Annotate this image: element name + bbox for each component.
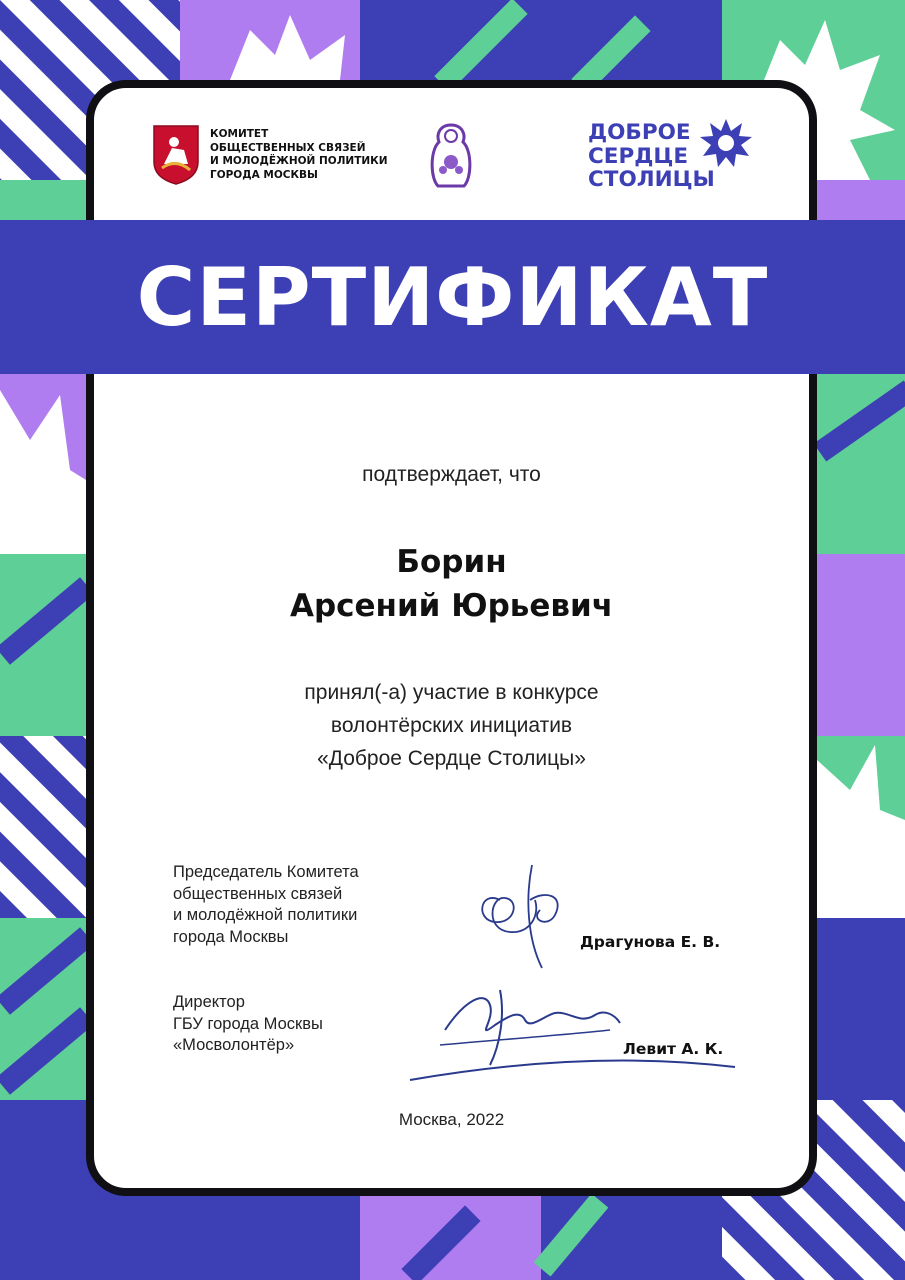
participation-line: принял(-а) участие в конкурсе	[304, 681, 599, 704]
participation-line: «Доброе Сердце Столицы»	[317, 747, 586, 770]
brand-line: СТОЛИЦЫ	[588, 167, 715, 192]
signatory-title-line: Директор	[173, 993, 245, 1011]
recipient-surname: Борин	[396, 544, 507, 580]
recipient-given-names: Арсений Юрьевич	[289, 588, 614, 624]
matryoshka-logo-icon	[428, 122, 474, 190]
committee-line: И МОЛОДЁЖНОЙ ПОЛИТИКИ	[210, 155, 388, 167]
signatory-2-name: Левит А. К.	[623, 1040, 724, 1058]
committee-line: ОБЩЕСТВЕННЫХ СВЯЗЕЙ	[210, 141, 366, 154]
brand-line: ДОБРОЕ	[588, 120, 691, 145]
star-burst-icon	[700, 117, 752, 169]
signatory-title-line: «Мосволонтёр»	[173, 1036, 295, 1054]
signatory-2-title	[173, 992, 323, 1057]
signatory-title-line: и молодёжной политики	[173, 906, 358, 924]
certificate-title: СЕРТИФИКАТ	[136, 250, 769, 344]
signature-1-icon	[470, 860, 580, 970]
participation-line: волонтёрских инициатив	[330, 714, 573, 737]
committee-line: ГОРОДА МОСКВЫ	[210, 168, 318, 181]
signatory-title-line: города Москвы	[173, 927, 289, 946]
signatory-title-line: общественных связей	[173, 884, 343, 903]
participation-text	[86, 676, 817, 775]
signatory-title-line: ГБУ города Москвы	[173, 1014, 323, 1033]
moscow-coat-of-arms-icon	[152, 124, 200, 186]
title-banner	[0, 220, 905, 374]
confirms-text: подтверждает, что	[362, 463, 541, 486]
committee-line: КОМИТЕТ	[210, 128, 269, 140]
recipient-name	[86, 540, 817, 628]
signatory-title-line: Председатель Комитета	[173, 863, 359, 881]
brand-line: СЕРДЦЕ	[588, 143, 689, 169]
brand-logo	[588, 121, 715, 192]
signatory-1-title	[173, 862, 359, 948]
committee-logo	[152, 124, 388, 186]
signatory-1-name: Драгунова Е. В.	[580, 933, 721, 951]
city-year: Москва, 2022	[398, 1110, 505, 1129]
signature-2-icon	[405, 985, 745, 1090]
